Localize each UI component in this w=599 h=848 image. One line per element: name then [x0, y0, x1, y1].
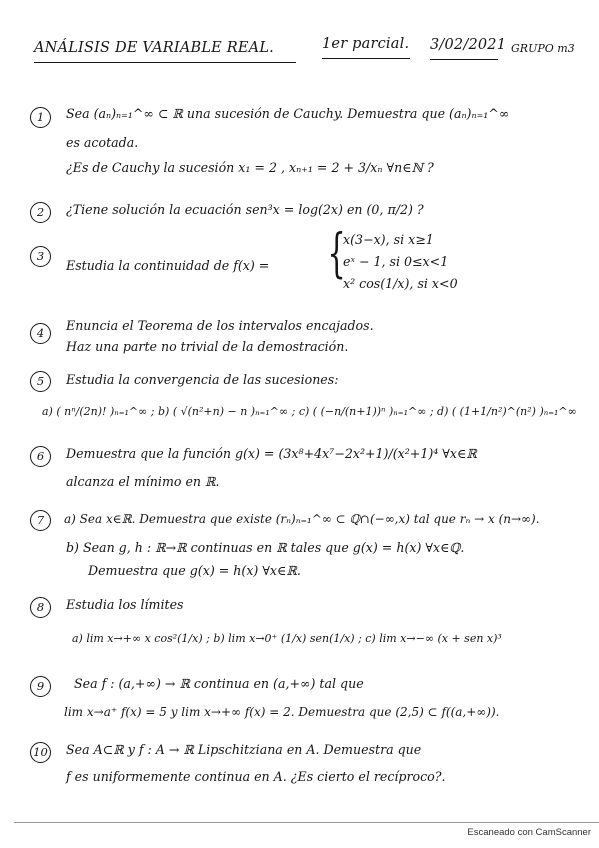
problem-text: Estudia la convergencia de las sucesiones: — [66, 372, 339, 387]
problem-text: lim x→a⁺ f(x) = 5 y lim x→+∞ f(x) = 2. Demuestra que (2,5) ⊂ f((a,+∞)). — [64, 705, 500, 719]
problem-text: Demuestra que la función g(x) = (3x⁸+4x⁷−2x²+1)/(x²+1)⁴ ∀x∈ℝ — [66, 446, 477, 461]
problem-number: 3 — [30, 246, 51, 267]
exam-date: 3/02/2021 — [430, 37, 507, 53]
problem-text: alcanza el mínimo en ℝ. — [66, 474, 220, 489]
problem-text: Enuncia el Teorema de los intervalos encajados. — [66, 318, 374, 333]
problem-text: Sea (aₙ)ₙ₌₁^∞ ⊂ ℝ una sucesión de Cauchy. Demuestra que (aₙ)ₙ₌₁^∞ — [66, 106, 510, 121]
problem-text: Estudia la continuidad de f(x) = — [66, 258, 270, 273]
date-underline — [430, 59, 498, 60]
title-underline — [34, 62, 296, 63]
piecewise-case: x² cos(1/x), si x<0 — [343, 276, 458, 291]
problem-number: 8 — [30, 597, 51, 618]
problem-number: 9 — [30, 676, 51, 697]
problem-text: a) ( nⁿ/(2n)! )ₙ₌₁^∞ ; b) ( √(n²+n) − n )ₙ₌₁^∞ ; c) ( (−n/(n+1))ⁿ )ₙ₌₁^∞ ; d) ( (1+1/n²)^(n²) )ₙ₌₁^∞ — [42, 405, 577, 418]
problem-number: 2 — [30, 202, 51, 223]
piecewise-case: eˣ − 1, si 0≤x<1 — [343, 254, 449, 269]
problem-text: es acotada. — [66, 135, 139, 150]
problem-text: ¿Tiene solución la ecuación sen³x = log(2x) en (0, π/2) ? — [66, 202, 424, 217]
group-label: GRUPO m3 — [511, 42, 575, 55]
problem-text: Demuestra que g(x) = h(x) ∀x∈ℝ. — [88, 563, 301, 578]
problem-text: Sea A⊂ℝ y f : A → ℝ Lipschitziana en A. Demuestra que — [66, 742, 422, 757]
piecewise-case: x(3−x), si x≥1 — [343, 232, 434, 247]
problem-text: b) Sean g, h : ℝ→ℝ continuas en ℝ tales que g(x) = h(x) ∀x∈ℚ. — [66, 540, 465, 555]
problem-number: 4 — [30, 323, 51, 344]
exam-underline — [322, 58, 410, 59]
problem-number: 1 — [30, 107, 51, 128]
problem-text: f es uniformemente continua en A. ¿Es cierto el recíproco?. — [66, 769, 446, 784]
problem-number: 7 — [30, 510, 51, 531]
scanner-watermark: Escaneado con CamScanner — [467, 827, 591, 838]
problem-text: a) lim x→+∞ x cos²(1/x) ; b) lim x→0⁺ (1/x) sen(1/x) ; c) lim x→−∞ (x + sen x)³ — [72, 632, 502, 645]
problem-number: 10 — [30, 742, 51, 763]
exam-name: 1er parcial. — [322, 36, 410, 52]
piecewise-brace: { — [327, 224, 346, 284]
footer-rule — [14, 822, 599, 823]
exam-title: ANÁLISIS DE VARIABLE REAL. — [34, 40, 274, 56]
problem-text: a) Sea x∈ℝ. Demuestra que existe (rₙ)ₙ₌₁^∞ ⊂ ℚ∩(−∞,x) tal que rₙ → x (n→∞). — [64, 512, 540, 526]
problem-text: ¿Es de Cauchy la sucesión x₁ = 2 , xₙ₊₁ = 2 + 3/xₙ ∀n∈ℕ ? — [66, 160, 434, 175]
problem-text: Sea f : (a,+∞) → ℝ continua en (a,+∞) tal que — [74, 676, 364, 691]
problem-text: Estudia los límites — [66, 597, 184, 612]
problem-number: 6 — [30, 446, 51, 467]
problem-number: 5 — [30, 371, 51, 392]
problem-text: Haz una parte no trivial de la demostración. — [66, 339, 349, 354]
